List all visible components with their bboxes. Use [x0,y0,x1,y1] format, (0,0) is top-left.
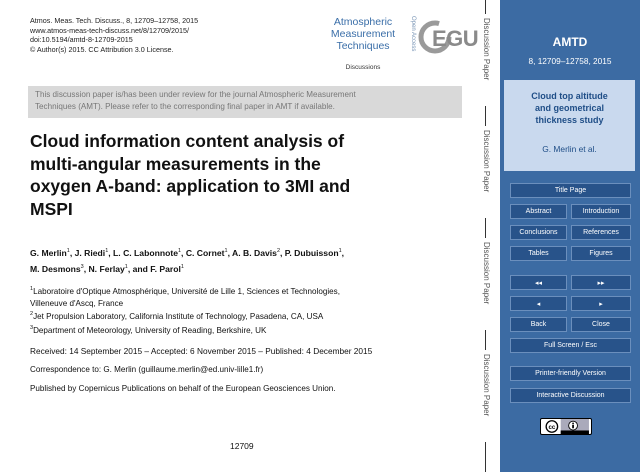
amt-logo [322,14,479,76]
abstract-button[interactable]: Abstract [510,204,567,219]
sidebar [500,0,640,472]
sidebar-volume: 8, 12709–12758, 2015 [528,56,612,66]
journal-url[interactable]: www.atmos-meas-tech-discuss.net/8/12709/2015/ [30,25,190,35]
discussion-paper-label-1: Discussion Paper [482,18,491,81]
logo-journal-name: Atmospheric Measurement Techniques [330,16,396,52]
svg-text:cc: cc [548,423,556,431]
last-page-button[interactable]: ▸▸ [571,275,631,290]
affiliation-2: $^2$Jet Propulsion Laboratory, California Institute of Technology, Pasadena, CA, USA [30,311,324,321]
sidebar-authors: G. Merlin et al. [542,144,597,154]
sidebar-journal: AMTD [552,35,588,49]
conclusions-button[interactable]: Conclusions [510,225,567,240]
journal-citation: Atmos. Meas. Tech. Discuss., 8, 12709–12758, 2015 [30,16,199,25]
egu-text: EGU [432,26,479,51]
strip-divider [485,218,486,238]
journal-metadata [30,16,198,54]
printer-friendly-button[interactable]: Printer-friendly Version [510,366,631,381]
strip-divider [485,330,486,350]
next-page-button[interactable]: ▸ [571,296,631,311]
sidebar-title-panel [504,80,635,171]
review-notice: This discussion paper is/has been under review for the journal Atmospheric Measurement Techniques (AMT). Please refer to the corresponding final paper in AMT if available. [28,86,462,118]
cc-by-icon[interactable] [540,418,592,435]
affiliations: $^1$Laboratoire d'Optique Atmosphérique, Université de Lille 1, Sciences et Technologies, Villeneuve d'Ascq, France $^2$Jet Propulsion Laboratory, California Institute of Technology, Pasadena, CA, USA $^3$Department of Meteorology, University of Reading, Berkshire, UK [30,286,340,335]
logo-discussions: Discussions [345,64,381,71]
copyright: © Author(s) 2015. CC Attribution 3.0 License. [30,44,174,54]
discussion-paper-strip [473,0,499,472]
author-list: G. Merlin$^1$, J. Riedi$^1$, L. C. Labonnote$^1$, C. Cornet$^1$, A. B. Davis$^2$, P. Dubuisson$^1$, M. Desmons$^3$, N. Ferlay$^1$, and F. Parol$^1$ [30,248,345,274]
affiliation-3: $^3$Department of Meteorology, University of Reading, Berkshire, UK [30,324,267,335]
page-number: 12709 [230,441,254,451]
tables-button[interactable]: Tables [510,246,567,261]
discussion-paper-label-2: Discussion Paper [482,130,491,193]
first-page-button[interactable]: ◂◂ [510,275,567,290]
open-access-label: Open Access [410,16,416,52]
discussion-paper-label-3: Discussion Paper [482,242,491,305]
fullscreen-button[interactable]: Full Screen / Esc [510,338,631,353]
introduction-button[interactable]: Introduction [571,204,631,219]
figures-button[interactable]: Figures [571,246,631,261]
doi[interactable]: doi:10.5194/amtd-8-12709-2015 [30,35,133,45]
discussion-paper-label-4: Discussion Paper [482,354,491,417]
publisher-note: Published by Copernicus Publications on behalf of the European Geosciences Union. [30,384,336,393]
correspondence: Correspondence to: G. Merlin (guillaume.merlin@ed.univ-lille1.fr) [30,365,264,374]
received-dates: Received: 14 September 2015 – Accepted: 6 November 2015 – Published: 4 December 2015 [30,346,373,356]
paper-title: Cloud information content analysis of multi-angular measurements in the oxygen A-band: application to 3MI and MSPI [30,131,351,219]
interactive-discussion-button[interactable]: Interactive Discussion [510,388,631,403]
close-button[interactable]: Close [571,317,631,332]
title-page-button[interactable]: Title Page [510,183,631,198]
strip-divider [485,106,486,126]
strip-divider [485,0,486,14]
previous-page-button[interactable]: ◂ [510,296,567,311]
references-button[interactable]: References [571,225,631,240]
back-button[interactable]: Back [510,317,567,332]
sidebar-short-title: Cloud top altitude and geometrical thickness study [531,91,608,125]
affiliation-1: $^1$Laboratoire d'Optique Atmosphérique, Université de Lille 1, Sciences et Technologies, [30,286,340,296]
strip-divider [485,442,486,472]
